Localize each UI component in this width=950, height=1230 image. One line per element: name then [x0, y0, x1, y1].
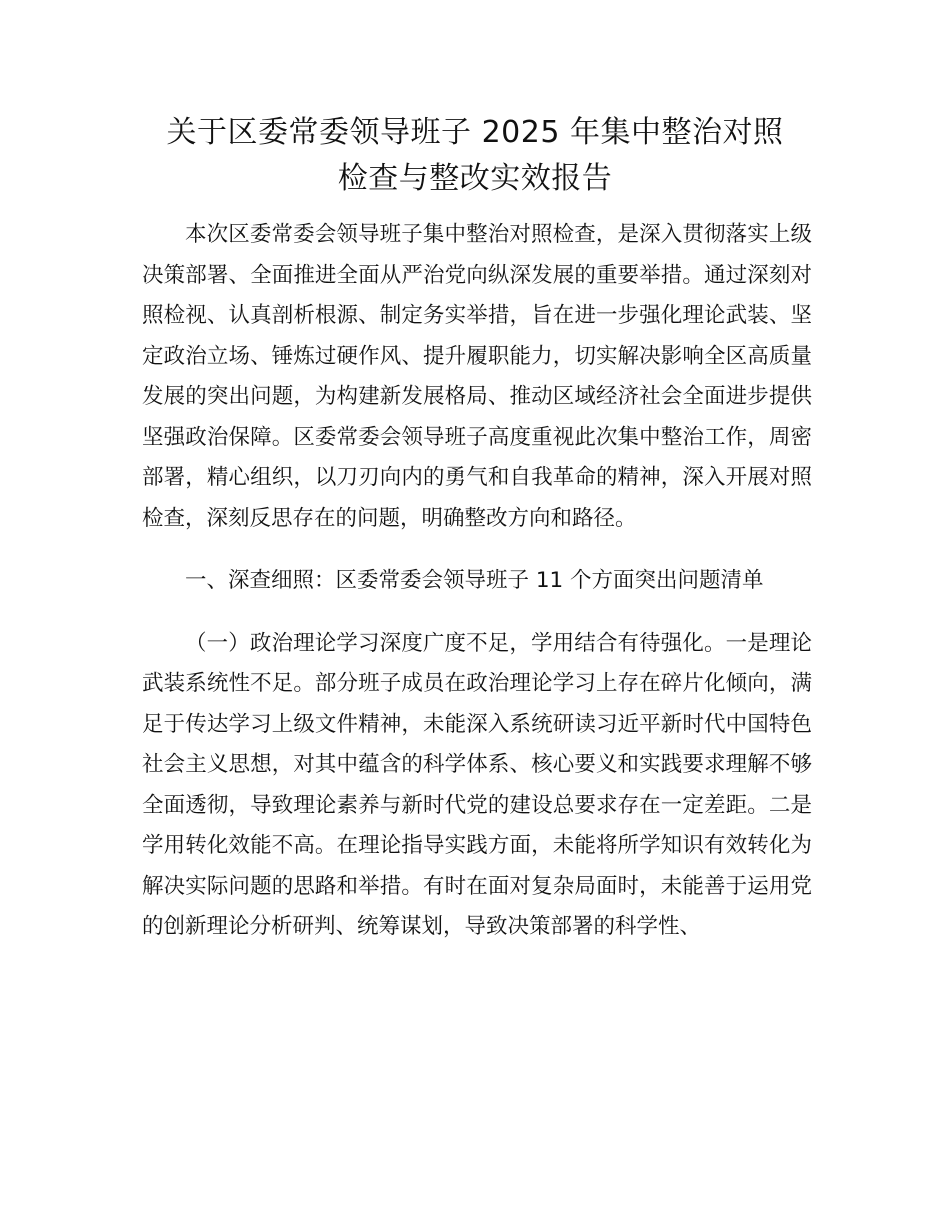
subsection-paragraph: （一）政治理论学习深度广度不足，学用结合有待强化。一是理论武装系统性不足。部分班子成员在政治理论学习上存在碎片化倾向，满足于传达学习上级文件精神，未能深入系统研读习近平新时代中国特色社会主义思想，对其中蕴含的科学体系、核心要义和实践要求理解不够全面透彻，导致理论素养与新时代党的建设总要求存在一定差距。二是学用转化效能不高。在理论指导实践方面，未能将所学知识有效转化为解决实际问题的思路和举措。有时在面对复杂局面时，未能善于运用党的创新理论分析研判、统筹谋划，导致决策部署的科学性、: [142, 630, 812, 939]
document-body: [142, 215, 812, 948]
title-line-2: 检查与整改实效报告: [337, 161, 613, 196]
intro-paragraph: 本次区委常委会领导班子集中整治对照检查，是深入贯彻落实上级决策部署、全面推进全面从严治党向纵深发展的重要举措。通过深刻对照检视、认真剖析根源、制定务实举措，旨在进一步强化理论武装、坚定政治立场、锤炼过硬作风、提升履职能力，切实解决影响全区高质量发展的突出问题，为构建新发展格局、推动区域经济社会全面进步提供坚强政治保障。区委常委会领导班子高度重视此次集中整治工作，周密部署，精心组织，以刀刃向内的勇气和自我革命的精神，深入开展对照检查，深刻反思存在的问题，明确整改方向和路径。: [142, 222, 812, 531]
section-heading: 一、深查细照：区委常委会领导班子 11 个方面突出问题清单: [185, 568, 764, 593]
document-title: [120, 110, 830, 202]
title-line-1: 关于区委常委领导班子 2025 年集中整治对照: [166, 115, 784, 150]
